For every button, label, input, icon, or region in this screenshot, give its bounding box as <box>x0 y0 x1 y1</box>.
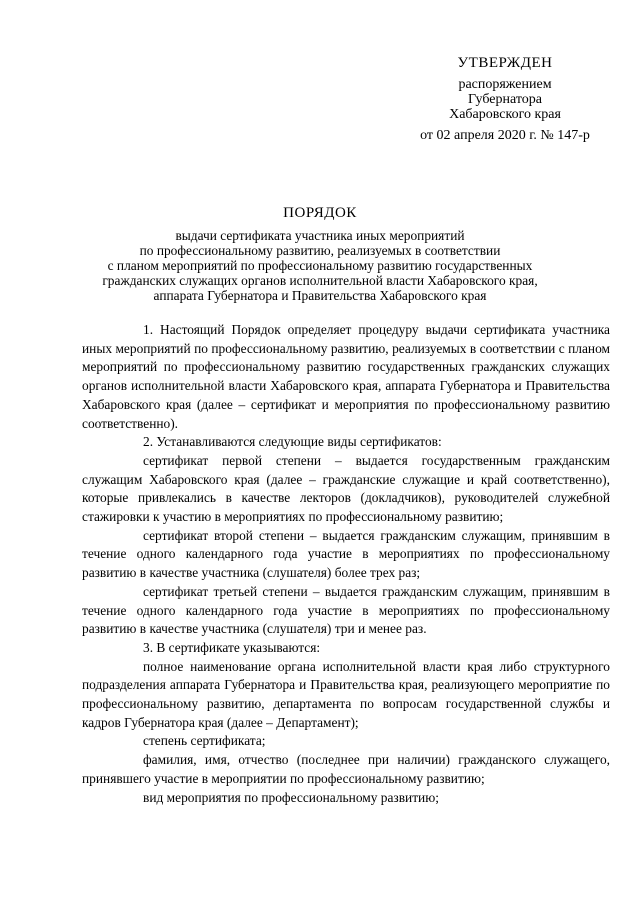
approval-stamp <box>405 56 605 143</box>
paragraph: 1. Настоящий Порядок определяет процедуру выдачи сертификата участника иных мероприятий по профессиональному развитию, реализуемых в соответствии с планом мероприятий по профессиональному развитию государственных гражданских служащих органов исполнительной власти Хабаровского края, аппарата Губернатора и Правительства Хабаровского края (далее – сертификат и мероприятия по профессиональному развитию соответственно). <box>82 322 610 431</box>
paragraph: фамилия, имя, отчество (последнее при наличии) гражданского служащего, принявшего участие в мероприятии по профессиональному развитию; <box>82 752 610 786</box>
subtitle-line: по профессиональному развитию, реализуемых в соответствии <box>139 243 501 258</box>
paragraph: сертификат второй степени – выдается гражданским служащим, принявшим в течение одного календарного года участие в мероприятиях по профессиональному развитию в качестве участника (слушателя) более трех раз; <box>82 527 610 581</box>
document-body <box>82 321 610 807</box>
subtitle-line: гражданских служащих органов исполнительной власти Хабаровского края, <box>102 273 538 288</box>
approval-line-3: Хабаровского края <box>449 107 561 122</box>
paragraph: 3. В сертификате указываются: <box>143 639 321 655</box>
approval-title: УТВЕРЖДЕН <box>457 55 553 71</box>
paragraph: сертификат первой степени – выдается государственным гражданским служащим Хабаровского края (далее – гражданские служащие и край соответственно), которые привлекались в качестве лекторов (докладчиков), руководителей служебной стажировки к участию в мероприятиях по профессиональному развитию; <box>82 452 610 525</box>
paragraph: полное наименование органа исполнительной власти края либо структурного подразделения аппарата Губернатора и Правительства края, реализующего мероприятие по профессиональному развитию, департамента по вопросам государственной службы и кадров Губернатора края (далее – Департамент); <box>82 658 610 730</box>
approval-date: от 02 апреля 2020 г. № 147-р <box>420 128 590 143</box>
paragraph: 2. Устанавливаются следующие виды сертификатов: <box>143 434 442 450</box>
document-title: ПОРЯДОК <box>283 205 357 221</box>
paragraph: вид мероприятия по профессиональному развитию; <box>143 789 439 805</box>
subtitle-line: с планом мероприятий по профессиональному развитию государственных <box>107 258 533 273</box>
paragraph: степень сертификата; <box>143 733 266 749</box>
document-heading <box>90 205 550 303</box>
subtitle-line: аппарата Губернатора и Правительства Хабаровского края <box>153 288 487 303</box>
document-subtitle <box>90 228 550 303</box>
approval-line-2: Губернатора <box>467 92 543 107</box>
subtitle-line: выдачи сертификата участника иных мероприятий <box>175 228 465 243</box>
paragraph: сертификат третьей степени – выдается гражданским служащим, принявшим в течение одного календарного года участие в мероприятиях по профессиональному развитию в качестве участника (слушателя) три и менее раз. <box>82 583 610 637</box>
approval-line-1: распоряжением <box>458 77 552 92</box>
